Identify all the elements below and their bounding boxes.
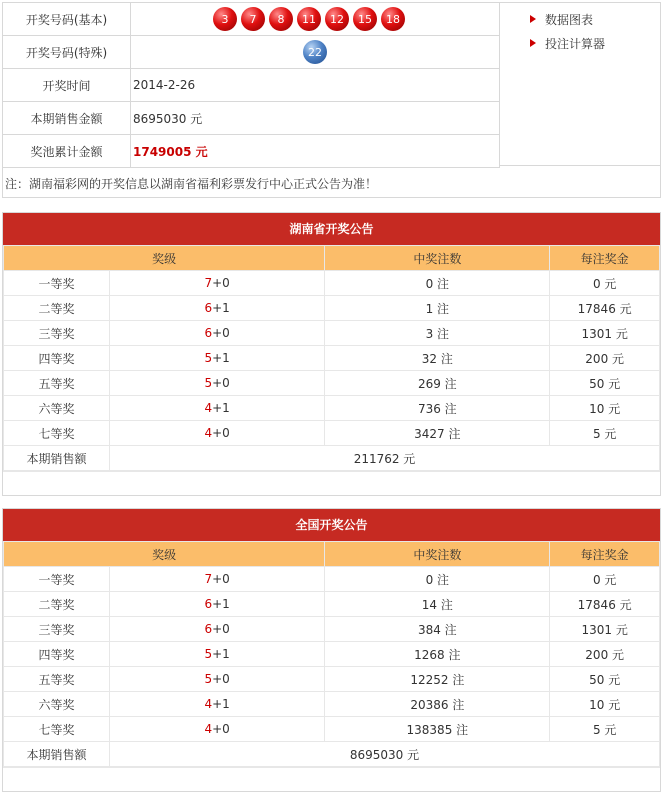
- prize-level: 三等奖: [4, 321, 110, 346]
- sales-label: 本期销售额: [4, 446, 110, 471]
- prize-level: 五等奖: [4, 371, 110, 396]
- red-ball: 3: [213, 7, 237, 31]
- match-rule: [110, 717, 325, 742]
- winning-count: 0 注: [325, 567, 550, 592]
- prize-level: 三等奖: [4, 617, 110, 642]
- match-rule: [110, 396, 325, 421]
- header-count: 中奖注数: [325, 542, 550, 567]
- special-number-label: 开奖号码(特殊): [3, 36, 131, 69]
- sales-value: 8695030 元: [110, 742, 660, 767]
- basic-numbers-label: 开奖号码(基本): [3, 3, 131, 36]
- prize-amount: 17846 元: [550, 592, 660, 617]
- national-announcement: [2, 508, 661, 792]
- side-links-panel: [500, 2, 661, 166]
- special-number-row: [3, 36, 500, 69]
- draw-date-value: 2014-2-26: [131, 69, 500, 102]
- prize-table: [3, 245, 660, 471]
- match-special: +0: [212, 622, 230, 636]
- sales-amount-row: [3, 102, 500, 135]
- prize-level: 七等奖: [4, 421, 110, 446]
- winning-count: 1 注: [325, 296, 550, 321]
- winning-count: 20386 注: [325, 692, 550, 717]
- match-special: +0: [212, 376, 230, 390]
- prize-row: [4, 617, 660, 642]
- sales-amount-label: 本期销售金额: [3, 102, 131, 135]
- winning-count: 32 注: [325, 346, 550, 371]
- prize-row: [4, 642, 660, 667]
- prize-row: [4, 321, 660, 346]
- match-basic: 4: [204, 401, 213, 415]
- triangle-right-icon: [530, 39, 536, 47]
- prize-level: 六等奖: [4, 396, 110, 421]
- prize-row: [4, 271, 660, 296]
- announcement-title: 全国开奖公告: [3, 509, 660, 541]
- winning-count: 0 注: [325, 271, 550, 296]
- sales-row: [4, 742, 660, 767]
- match-rule: [110, 642, 325, 667]
- prize-row: [4, 396, 660, 421]
- winning-count: 269 注: [325, 371, 550, 396]
- match-rule: [110, 667, 325, 692]
- prize-amount: 10 元: [550, 692, 660, 717]
- match-rule: [110, 592, 325, 617]
- match-special: +1: [212, 301, 230, 315]
- match-special: +1: [212, 597, 230, 611]
- red-ball: 18: [381, 7, 405, 31]
- prize-row: [4, 567, 660, 592]
- prize-amount: 50 元: [550, 371, 660, 396]
- prize-level: 四等奖: [4, 642, 110, 667]
- prize-amount: 10 元: [550, 396, 660, 421]
- match-rule: [110, 617, 325, 642]
- special-balls: [133, 40, 499, 64]
- match-basic: 7: [204, 572, 213, 586]
- match-rule: [110, 567, 325, 592]
- match-special: +0: [212, 722, 230, 736]
- data-chart-link-label: 数据图表: [545, 12, 594, 27]
- match-basic: 4: [204, 722, 213, 736]
- header-count: 中奖注数: [325, 246, 550, 271]
- match-basic: 6: [204, 622, 213, 636]
- match-rule: [110, 421, 325, 446]
- match-special: +1: [212, 647, 230, 661]
- prize-row: [4, 667, 660, 692]
- prize-row: [4, 717, 660, 742]
- match-rule: [110, 692, 325, 717]
- winning-count: 138385 注: [325, 717, 550, 742]
- jackpot-pool-value: 1749005 元: [131, 135, 500, 168]
- match-basic: 5: [204, 647, 213, 661]
- red-ball: 12: [325, 7, 349, 31]
- announcement-title: 湖南省开奖公告: [3, 213, 660, 245]
- red-ball: 15: [353, 7, 377, 31]
- red-ball: 7: [241, 7, 265, 31]
- draw-date-label: 开奖时间: [3, 69, 131, 102]
- disclaimer-note: 注：湖南福彩网的开奖信息以湖南省福利彩票发行中心正式公告为准！: [2, 166, 661, 198]
- prize-amount: 17846 元: [550, 296, 660, 321]
- prize-level: 七等奖: [4, 717, 110, 742]
- winning-count: 1268 注: [325, 642, 550, 667]
- prize-amount: 5 元: [550, 717, 660, 742]
- sales-value: 211762 元: [110, 446, 660, 471]
- sales-amount-value: 8695030 元: [131, 102, 500, 135]
- prize-rows: [4, 567, 660, 742]
- prize-amount: 50 元: [550, 667, 660, 692]
- match-basic: 4: [204, 426, 213, 440]
- match-special: +0: [212, 276, 230, 290]
- match-basic: 4: [204, 697, 213, 711]
- match-rule: [110, 371, 325, 396]
- match-special: +1: [212, 697, 230, 711]
- bet-calculator-link-label: 投注计算器: [545, 36, 606, 51]
- header-level: 奖级: [4, 542, 325, 567]
- match-basic: 6: [204, 301, 213, 315]
- header-prize: 每注奖金: [550, 542, 660, 567]
- prize-row: [4, 296, 660, 321]
- prize-row: [4, 421, 660, 446]
- match-special: +0: [212, 426, 230, 440]
- match-special: +0: [212, 572, 230, 586]
- basic-numbers-cell: [131, 3, 500, 36]
- bet-calculator-link[interactable]: [530, 32, 660, 54]
- draw-info-table: [2, 2, 500, 168]
- match-rule: [110, 346, 325, 371]
- winning-count: 3 注: [325, 321, 550, 346]
- prize-amount: 1301 元: [550, 617, 660, 642]
- prize-level: 六等奖: [4, 692, 110, 717]
- special-number-cell: [131, 36, 500, 69]
- jackpot-pool-row: [3, 135, 500, 168]
- prize-level: 一等奖: [4, 271, 110, 296]
- prize-level: 一等奖: [4, 567, 110, 592]
- match-special: +0: [212, 326, 230, 340]
- data-chart-link[interactable]: [530, 8, 660, 30]
- prize-table-header: [4, 246, 660, 271]
- table-footer-spacer: [3, 767, 660, 791]
- prize-row: [4, 592, 660, 617]
- winning-count: 3427 注: [325, 421, 550, 446]
- prize-table: [3, 541, 660, 767]
- basic-balls: [133, 7, 499, 31]
- prize-level: 二等奖: [4, 296, 110, 321]
- match-basic: 6: [204, 326, 213, 340]
- prize-amount: 5 元: [550, 421, 660, 446]
- triangle-right-icon: [530, 15, 536, 23]
- header-prize: 每注奖金: [550, 246, 660, 271]
- match-basic: 6: [204, 597, 213, 611]
- match-basic: 7: [204, 276, 213, 290]
- prize-row: [4, 346, 660, 371]
- prize-amount: 0 元: [550, 567, 660, 592]
- match-basic: 5: [204, 376, 213, 390]
- prize-level: 四等奖: [4, 346, 110, 371]
- sales-row: [4, 446, 660, 471]
- winning-count: 14 注: [325, 592, 550, 617]
- match-special: +1: [212, 351, 230, 365]
- match-rule: [110, 271, 325, 296]
- red-ball: 11: [297, 7, 321, 31]
- match-basic: 5: [204, 672, 213, 686]
- sales-label: 本期销售额: [4, 742, 110, 767]
- match-rule: [110, 321, 325, 346]
- winning-count: 12252 注: [325, 667, 550, 692]
- basic-numbers-row: [3, 3, 500, 36]
- blue-ball: 22: [303, 40, 327, 64]
- prize-level: 二等奖: [4, 592, 110, 617]
- table-footer-spacer: [3, 471, 660, 495]
- prize-amount: 1301 元: [550, 321, 660, 346]
- match-special: +1: [212, 401, 230, 415]
- prize-amount: 0 元: [550, 271, 660, 296]
- jackpot-pool-label: 奖池累计金额: [3, 135, 131, 168]
- prize-level: 五等奖: [4, 667, 110, 692]
- prize-row: [4, 692, 660, 717]
- header-level: 奖级: [4, 246, 325, 271]
- hunan-announcement: [2, 212, 661, 496]
- prize-amount: 200 元: [550, 346, 660, 371]
- prize-rows: [4, 271, 660, 446]
- match-special: +0: [212, 672, 230, 686]
- winning-count: 736 注: [325, 396, 550, 421]
- prize-amount: 200 元: [550, 642, 660, 667]
- prize-table-header: [4, 542, 660, 567]
- match-rule: [110, 296, 325, 321]
- red-ball: 8: [269, 7, 293, 31]
- draw-date-row: [3, 69, 500, 102]
- prize-row: [4, 371, 660, 396]
- match-basic: 5: [204, 351, 213, 365]
- winning-count: 384 注: [325, 617, 550, 642]
